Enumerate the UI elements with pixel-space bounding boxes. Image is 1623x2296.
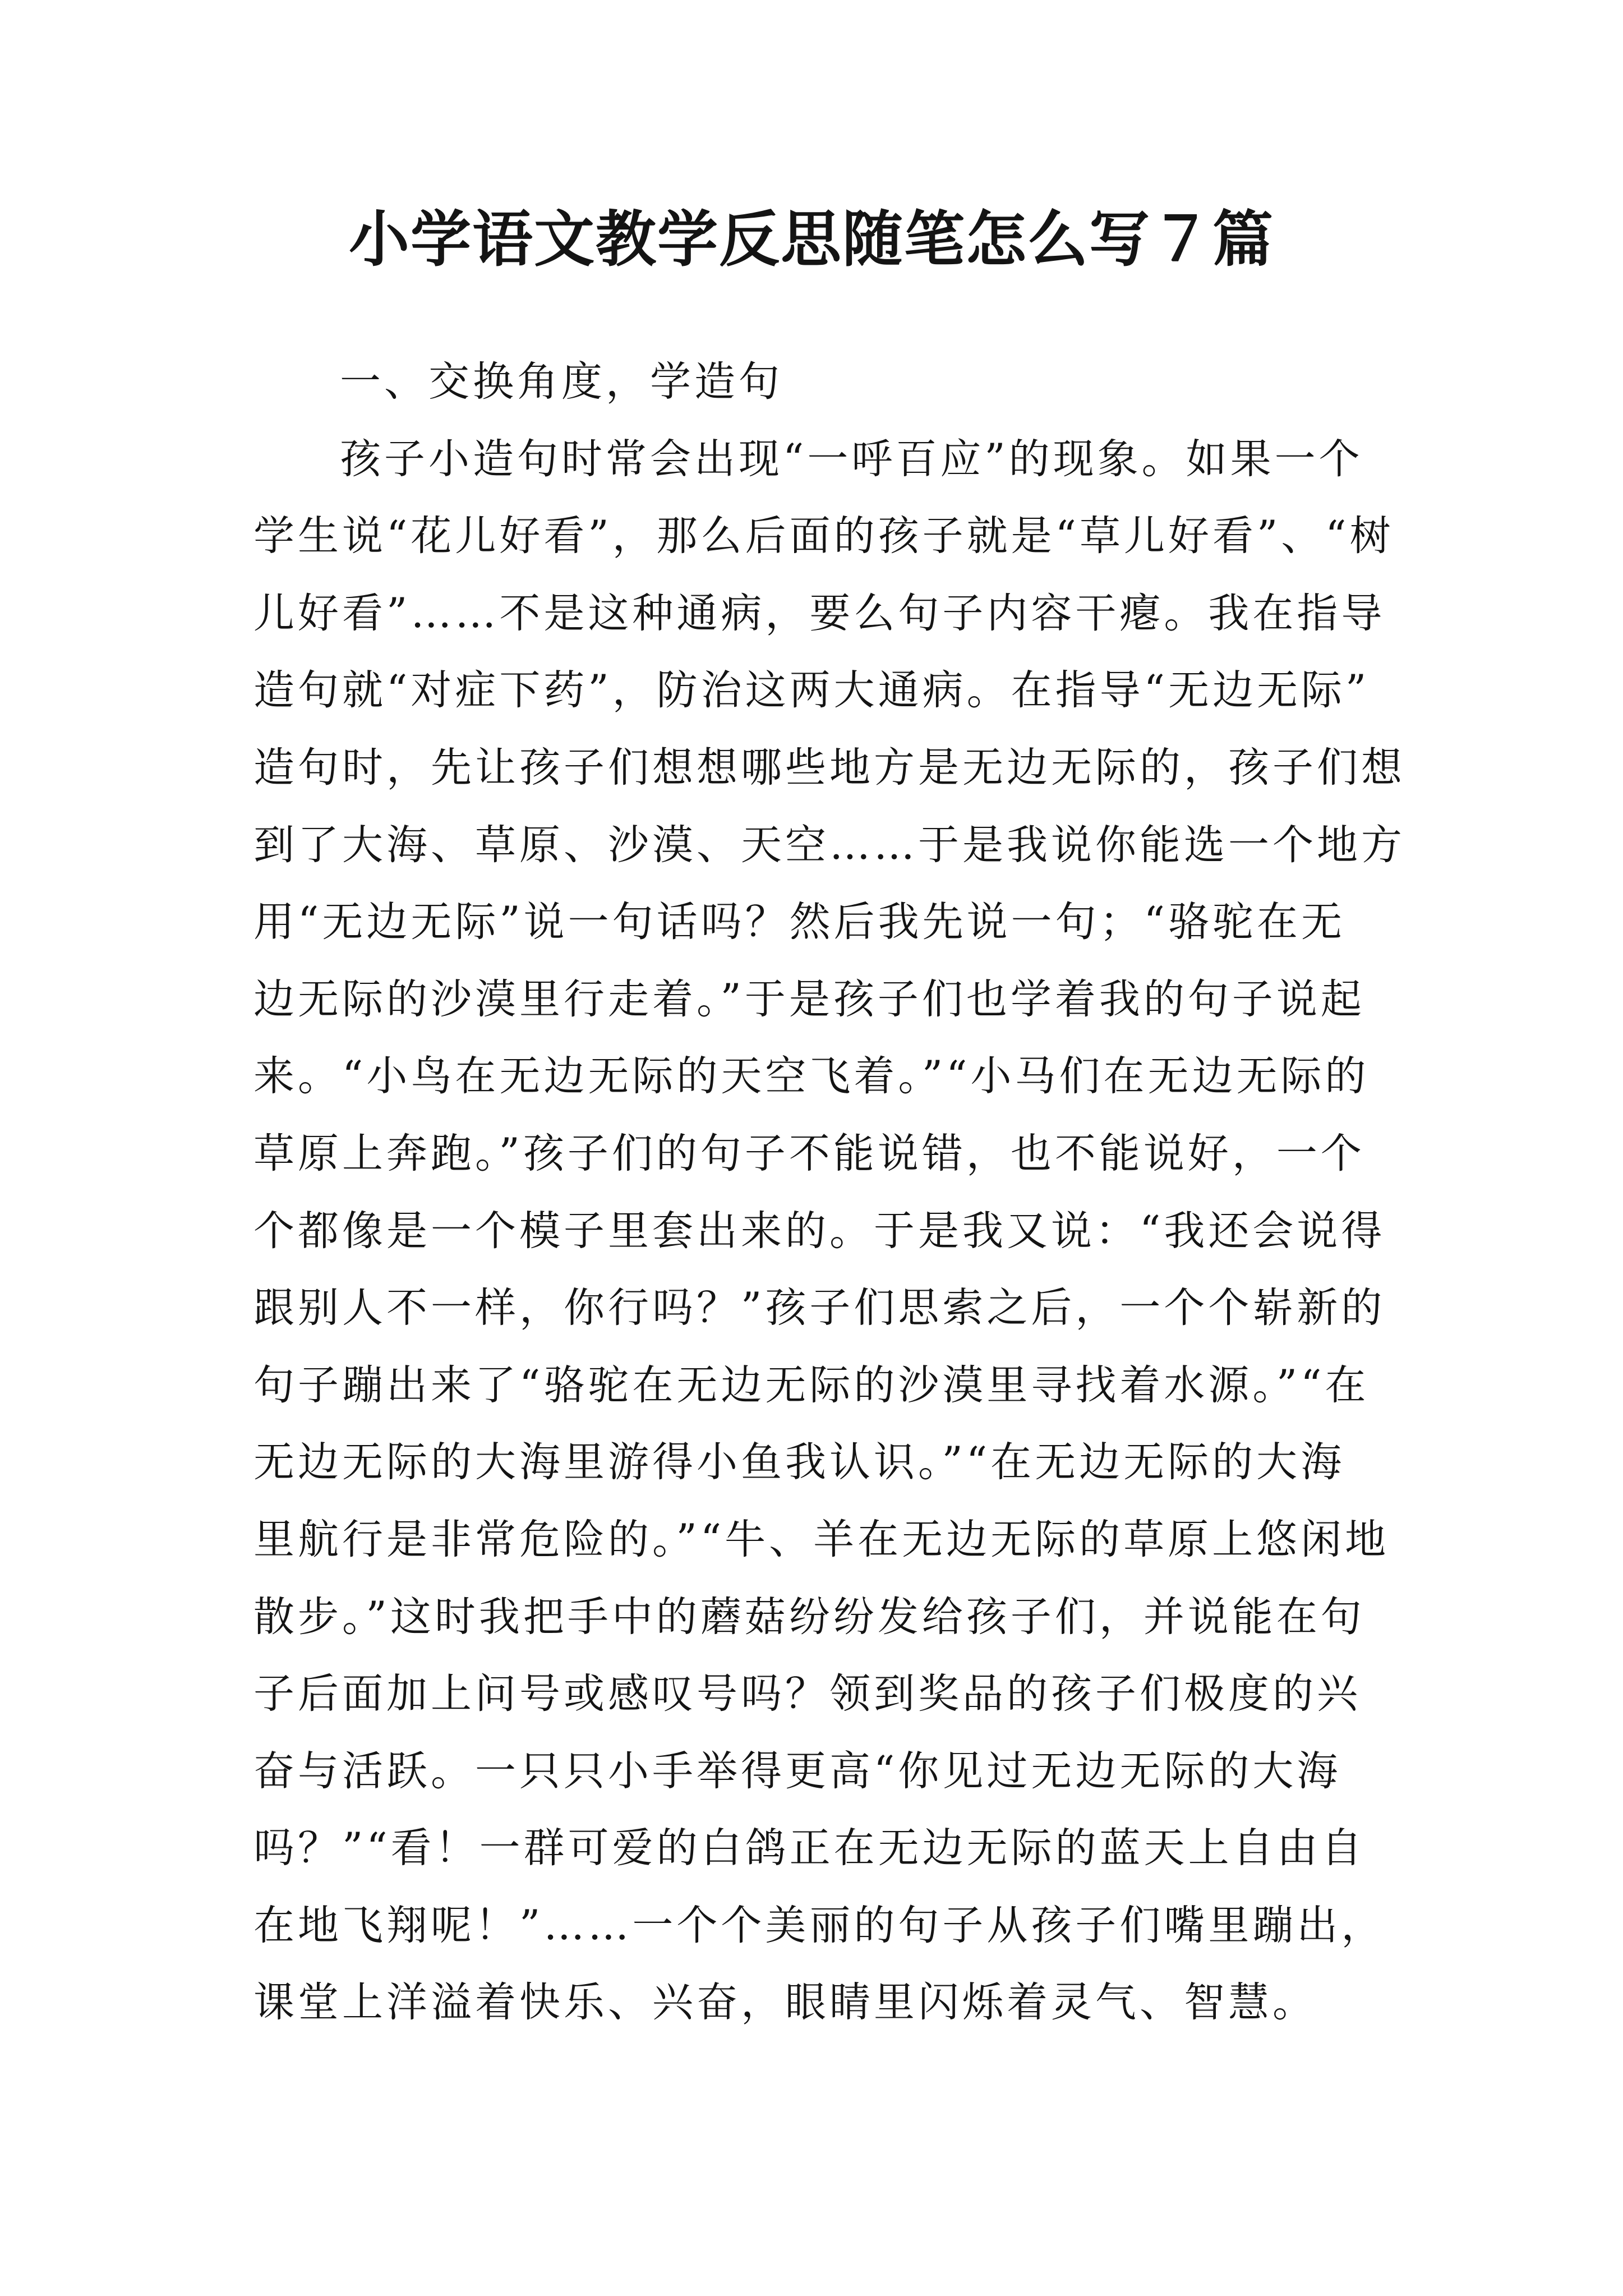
paragraph-line: 草原上奔跑。”孩子们的句子不能说错，也不能说好，一个 — [253, 1129, 1365, 1177]
document-title: 小学语文教学反思随笔怎么写７篇 — [348, 204, 1274, 275]
paragraph-line: 里航行是非常危险的。”“牛、羊在无边无际的草原上悠闲地 — [253, 1515, 1390, 1563]
paragraph-line: 课堂上洋溢着快乐、兴奋，眼睛里闪烁着灵气、智慧。 — [253, 1978, 1317, 2027]
paragraph-line: 用“无边无际”说一句话吗？然后我先说一句；“骆驼在无 — [253, 898, 1345, 946]
paragraph-line: 边无际的沙漠里行走着。”于是孩子们也学着我的句子说起 — [253, 975, 1365, 1023]
paragraph-line: 奋与活跃。一只只小手举得更高“你见过无边无际的大海 — [253, 1747, 1341, 1795]
paragraph-line: 学生说“花儿好看”，那么后面的孩子就是“草儿好看”、“树 — [253, 512, 1394, 560]
paragraph-line: 在地飞翔呢！”……一个个美丽的句子从孩子们嘴里蹦出， — [253, 1901, 1386, 1949]
paragraph-line: 孩子小造句时常会出现“一呼百应”的现象。如果一个 — [340, 435, 1363, 483]
paragraph-line: 无边无际的大海里游得小鱼我认识。”“在无边无际的大海 — [253, 1438, 1345, 1487]
paragraph-line: 儿好看”……不是这种通病，要么句子内容干瘪。我在指导 — [253, 589, 1386, 637]
paragraph-line: 到了大海、草原、沙漠、天空……于是我说你能选一个地方 — [253, 821, 1405, 869]
paragraph-line: 吗？”“看！一群可爱的白鸽正在无边无际的蓝天上自由自 — [253, 1824, 1366, 1872]
paragraph-line: 散步。”这时我把手中的蘑菇纷纷发给孩子们，并说能在句 — [253, 1593, 1365, 1641]
paragraph-line: 造句就“对症下药”，防治这两大通病。在指导“无边无际” — [253, 666, 1370, 715]
paragraph-line: 个都像是一个模子里套出来的。于是我又说：“我还会说得 — [253, 1207, 1386, 1255]
paragraph-line: 来。“小鸟在无边无际的天空飞着。”“小马们在无边无际的 — [253, 1052, 1370, 1101]
document-body — [253, 343, 1405, 2041]
paragraph-line: 造句时，先让孩子们想想哪些地方是无边无际的，孩子们想 — [253, 743, 1405, 792]
section-heading: 一、交换角度，学造句 — [340, 358, 783, 406]
paragraph-line: 子后面加上问号或感叹号吗？领到奖品的孩子们极度的兴 — [253, 1670, 1361, 1718]
paragraph-line: 跟别人不一样，你行吗？”孩子们思索之后，一个个崭新的 — [253, 1284, 1386, 1332]
paragraph-line: 句子蹦出来了“骆驼在无边无际的沙漠里寻找着水源。”“在 — [253, 1361, 1370, 1409]
